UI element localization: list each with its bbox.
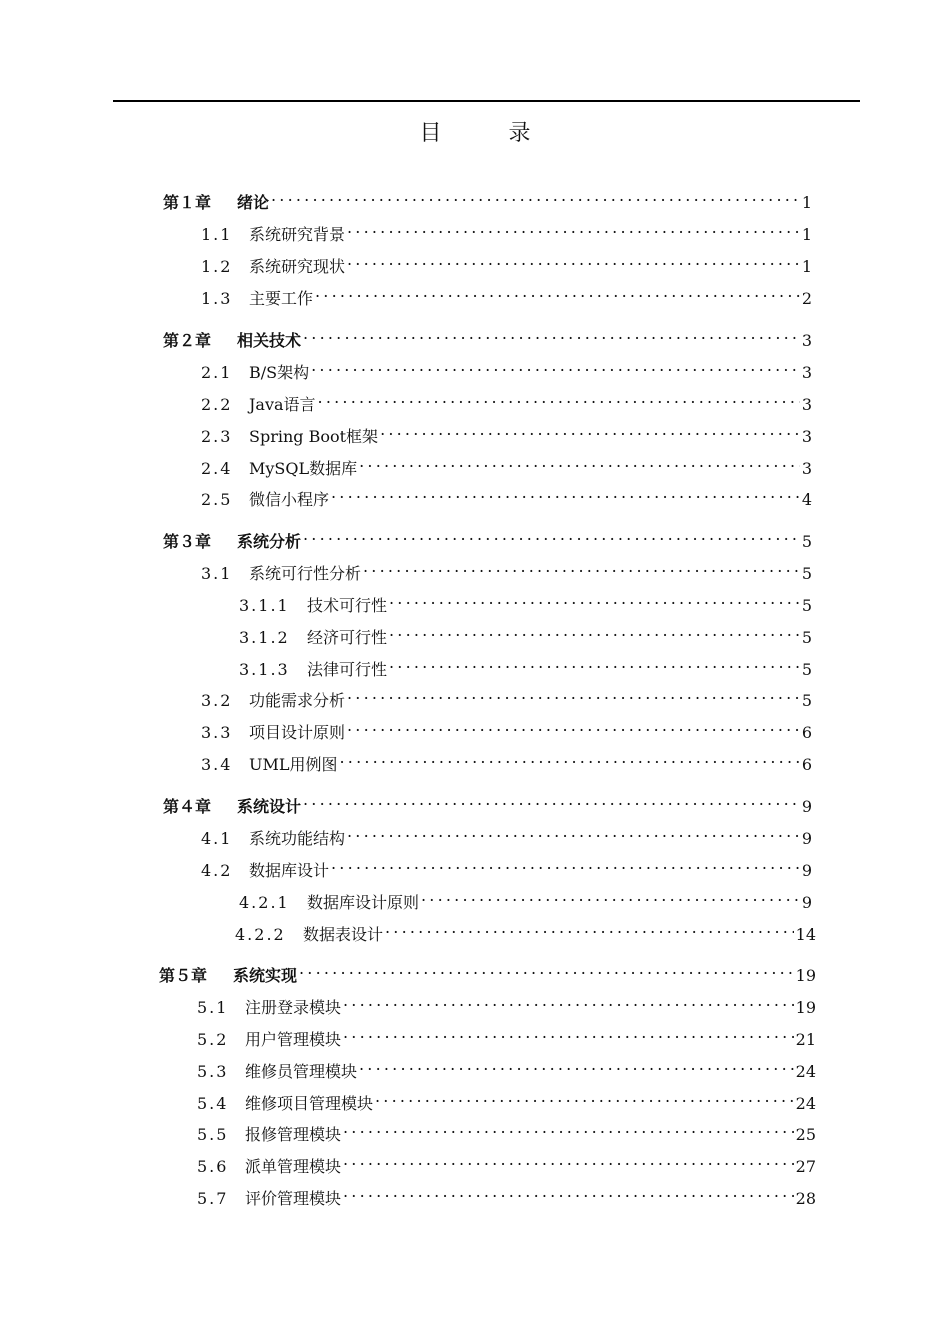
- toc-section-entry[interactable]: [201, 481, 812, 509]
- toc-section-entry[interactable]: [201, 555, 812, 583]
- toc-chapter-entry[interactable]: [159, 957, 816, 985]
- toc-page-number: 5: [801, 532, 812, 551]
- toc-page-number: 3: [801, 459, 812, 478]
- toc-dot-leader: [380, 418, 800, 442]
- toc-section-entry[interactable]: [201, 418, 812, 446]
- toc-entry-title: 系统分析: [237, 532, 302, 551]
- toc-entry-number: 3.2: [201, 691, 233, 710]
- toc-entry-title: 系统设计: [237, 797, 302, 816]
- toc-dot-leader: [303, 788, 800, 812]
- toc-entry-number: 1.2: [201, 257, 233, 276]
- toc-section-entry[interactable]: [197, 1085, 816, 1113]
- toc-entry-title: MySQL数据库: [249, 459, 358, 478]
- toc-page-number: 3: [801, 395, 812, 414]
- toc-entry-title: 主要工作: [249, 289, 314, 308]
- toc-entry-title: 绪论: [237, 193, 270, 212]
- toc-entry-title: B/S架构: [249, 363, 310, 382]
- toc-entry-title: Java语言: [249, 395, 316, 414]
- toc-entry-number: 4.2.1: [239, 893, 290, 912]
- toc-dot-leader: [299, 957, 794, 981]
- toc-section-entry[interactable]: [197, 1180, 816, 1208]
- toc-section-entry[interactable]: [197, 1021, 816, 1049]
- toc-dot-leader: [331, 852, 800, 876]
- toc-page-number: 28: [795, 1189, 816, 1208]
- toc-entry-title: UML用例图: [249, 755, 338, 774]
- toc-chapter-entry[interactable]: [163, 523, 812, 551]
- toc-section-entry[interactable]: [197, 989, 816, 1017]
- toc-entry-number: 2.2: [201, 395, 233, 414]
- toc-entry-title: 系统研究现状: [249, 257, 346, 276]
- toc-page-number: 21: [795, 1030, 816, 1049]
- toc-page-number: 5: [801, 691, 812, 710]
- toc-entry-number: 2.4: [201, 459, 233, 478]
- toc-entry-number: 4.1: [201, 829, 233, 848]
- toc-entry-number: 5.4: [197, 1094, 229, 1113]
- toc-entry-title: 法律可行性: [307, 660, 388, 679]
- toc-page-number: 27: [795, 1157, 816, 1176]
- toc-entry-number: 5.6: [197, 1157, 229, 1176]
- toc-dot-leader: [318, 386, 800, 410]
- toc-entry-number: 3.1.2: [239, 628, 290, 647]
- toc-dot-leader: [389, 619, 800, 643]
- toc-chapter-entry[interactable]: [163, 788, 812, 816]
- toc-entry-title: 数据库设计: [249, 861, 330, 880]
- toc-section-entry[interactable]: [201, 280, 812, 308]
- toc-entry-title: 派单管理模块: [245, 1157, 342, 1176]
- toc-entry-number: 第３章: [163, 532, 212, 551]
- toc-page-number: 9: [801, 797, 812, 816]
- toc-dot-leader: [315, 280, 800, 304]
- toc-dot-leader: [331, 481, 800, 505]
- toc-section-entry[interactable]: [201, 450, 812, 478]
- toc-section-entry[interactable]: [201, 216, 812, 244]
- toc-page-number: 4: [801, 490, 812, 509]
- toc-dot-leader: [389, 651, 800, 675]
- toc-subsection-entry[interactable]: [239, 619, 812, 647]
- toc-entry-number: 3.1.1: [239, 596, 290, 615]
- toc-subsection-entry[interactable]: [235, 916, 816, 944]
- toc-chapter-entry[interactable]: [163, 322, 812, 350]
- toc-dot-leader: [343, 1116, 794, 1140]
- toc-entry-number: 第４章: [163, 797, 212, 816]
- toc-dot-leader: [421, 884, 800, 908]
- toc-section-entry[interactable]: [197, 1116, 816, 1144]
- toc-page-number: 14: [795, 925, 816, 944]
- toc-dot-leader: [340, 746, 800, 770]
- toc-entry-number: 第５章: [159, 966, 208, 985]
- toc-section-entry[interactable]: [201, 682, 812, 710]
- toc-entry-number: 5.5: [197, 1125, 229, 1144]
- toc-entry-title: 相关技术: [237, 331, 302, 350]
- toc-page-number: 5: [801, 564, 812, 583]
- toc-entry-number: 3.4: [201, 755, 233, 774]
- toc-entry-number: 2.3: [201, 427, 233, 446]
- toc-section-entry[interactable]: [197, 1148, 816, 1176]
- toc-entry-number: 1.3: [201, 289, 233, 308]
- toc-page-number: 24: [795, 1062, 816, 1081]
- toc-dot-leader: [359, 1053, 794, 1077]
- toc-entry-number: 5.3: [197, 1062, 229, 1081]
- toc-page-number: 2: [801, 289, 812, 308]
- toc-entry-number: 5.7: [197, 1189, 229, 1208]
- toc-dot-leader: [271, 184, 800, 208]
- toc-page-number: 5: [801, 628, 812, 647]
- toc-entry-title: 项目设计原则: [249, 723, 346, 742]
- toc-subsection-entry[interactable]: [239, 651, 812, 679]
- toc-page-number: 24: [795, 1094, 816, 1113]
- toc-entry-title: 系统功能结构: [249, 829, 346, 848]
- toc-dot-leader: [343, 1021, 794, 1045]
- toc-section-entry[interactable]: [201, 386, 812, 414]
- toc-dot-leader: [347, 820, 800, 844]
- toc-page-number: 3: [801, 331, 812, 350]
- toc-chapter-entry[interactable]: [163, 184, 812, 212]
- toc-dot-leader: [303, 322, 800, 346]
- toc-entry-title: 报修管理模块: [245, 1125, 342, 1144]
- toc-entry-title: 维修项目管理模块: [245, 1094, 374, 1113]
- toc-dot-leader: [343, 1148, 794, 1172]
- toc-page-number: 6: [801, 723, 812, 742]
- toc-page-number: 19: [795, 966, 816, 985]
- toc-section-entry[interactable]: [201, 354, 812, 382]
- toc-dot-leader: [363, 555, 800, 579]
- toc-page-number: 9: [801, 861, 812, 880]
- toc-page-number: 3: [801, 427, 812, 446]
- toc-dot-leader: [343, 1180, 794, 1204]
- toc-entry-title: 系统可行性分析: [249, 564, 362, 583]
- toc-section-entry[interactable]: [197, 1053, 816, 1081]
- toc-entry-title: 评价管理模块: [245, 1189, 342, 1208]
- toc-entry-number: 2.1: [201, 363, 233, 382]
- toc-page-number: 9: [801, 829, 812, 848]
- page-title: 目 录: [419, 121, 561, 146]
- toc-page-number: 1: [801, 193, 812, 212]
- toc-entry-number: 3.3: [201, 723, 233, 742]
- toc-page-number: 19: [795, 998, 816, 1017]
- toc-page-number: 5: [801, 596, 812, 615]
- toc-entry-number: 第１章: [163, 193, 212, 212]
- toc-page-number: 1: [801, 257, 812, 276]
- toc-entry-number: 4.2.2: [235, 925, 286, 944]
- toc-entry-number: 3.1.3: [239, 660, 290, 679]
- toc-entry-title: 用户管理模块: [245, 1030, 342, 1049]
- toc-dot-leader: [389, 587, 800, 611]
- toc-dot-leader: [343, 989, 794, 1013]
- toc-entry-title: Spring Boot框架: [249, 427, 379, 446]
- toc-entry-title: 技术可行性: [307, 596, 388, 615]
- toc-section-entry[interactable]: [201, 820, 812, 848]
- toc-entry-number: 2.5: [201, 490, 233, 509]
- toc-subsection-entry[interactable]: [239, 587, 812, 615]
- toc-page-number: 6: [801, 755, 812, 774]
- toc-entry-title: 注册登录模块: [245, 998, 342, 1017]
- toc-entry-title: 系统实现: [233, 966, 298, 985]
- toc-dot-leader: [311, 354, 800, 378]
- toc-entry-number: 1.1: [201, 225, 233, 244]
- toc-dot-leader: [375, 1085, 794, 1109]
- toc-entry-number: 第２章: [163, 331, 212, 350]
- toc-dot-leader: [347, 682, 800, 706]
- toc-entry-title: 经济可行性: [307, 628, 388, 647]
- toc-dot-leader: [303, 523, 800, 547]
- toc-entry-title: 数据表设计: [303, 925, 384, 944]
- toc-dot-leader: [359, 450, 800, 474]
- toc-page-number: 5: [801, 660, 812, 679]
- toc-section-entry[interactable]: [201, 714, 812, 742]
- toc-dot-leader: [347, 216, 800, 240]
- toc-page-number: 25: [795, 1125, 816, 1144]
- toc-entry-title: 数据库设计原则: [307, 893, 420, 912]
- toc-dot-leader: [347, 714, 800, 738]
- toc-page-number: 1: [801, 225, 812, 244]
- toc-section-entry[interactable]: [201, 746, 812, 774]
- toc-entry-number: 4.2: [201, 861, 233, 880]
- toc-entry-number: 5.2: [197, 1030, 229, 1049]
- toc-dot-leader: [385, 916, 794, 940]
- toc-section-entry[interactable]: [201, 248, 812, 276]
- toc-entry-number: 5.1: [197, 998, 229, 1017]
- toc-entry-title: 功能需求分析: [249, 691, 346, 710]
- toc-subsection-entry[interactable]: [239, 884, 812, 912]
- toc-entry-title: 微信小程序: [249, 490, 330, 509]
- toc-page-number: 9: [801, 893, 812, 912]
- toc-dot-leader: [347, 248, 800, 272]
- toc-entry-title: 系统研究背景: [249, 225, 346, 244]
- toc-entry-title: 维修员管理模块: [245, 1062, 358, 1081]
- toc-section-entry[interactable]: [201, 852, 812, 880]
- toc-page-number: 3: [801, 363, 812, 382]
- toc-entry-number: 3.1: [201, 564, 233, 583]
